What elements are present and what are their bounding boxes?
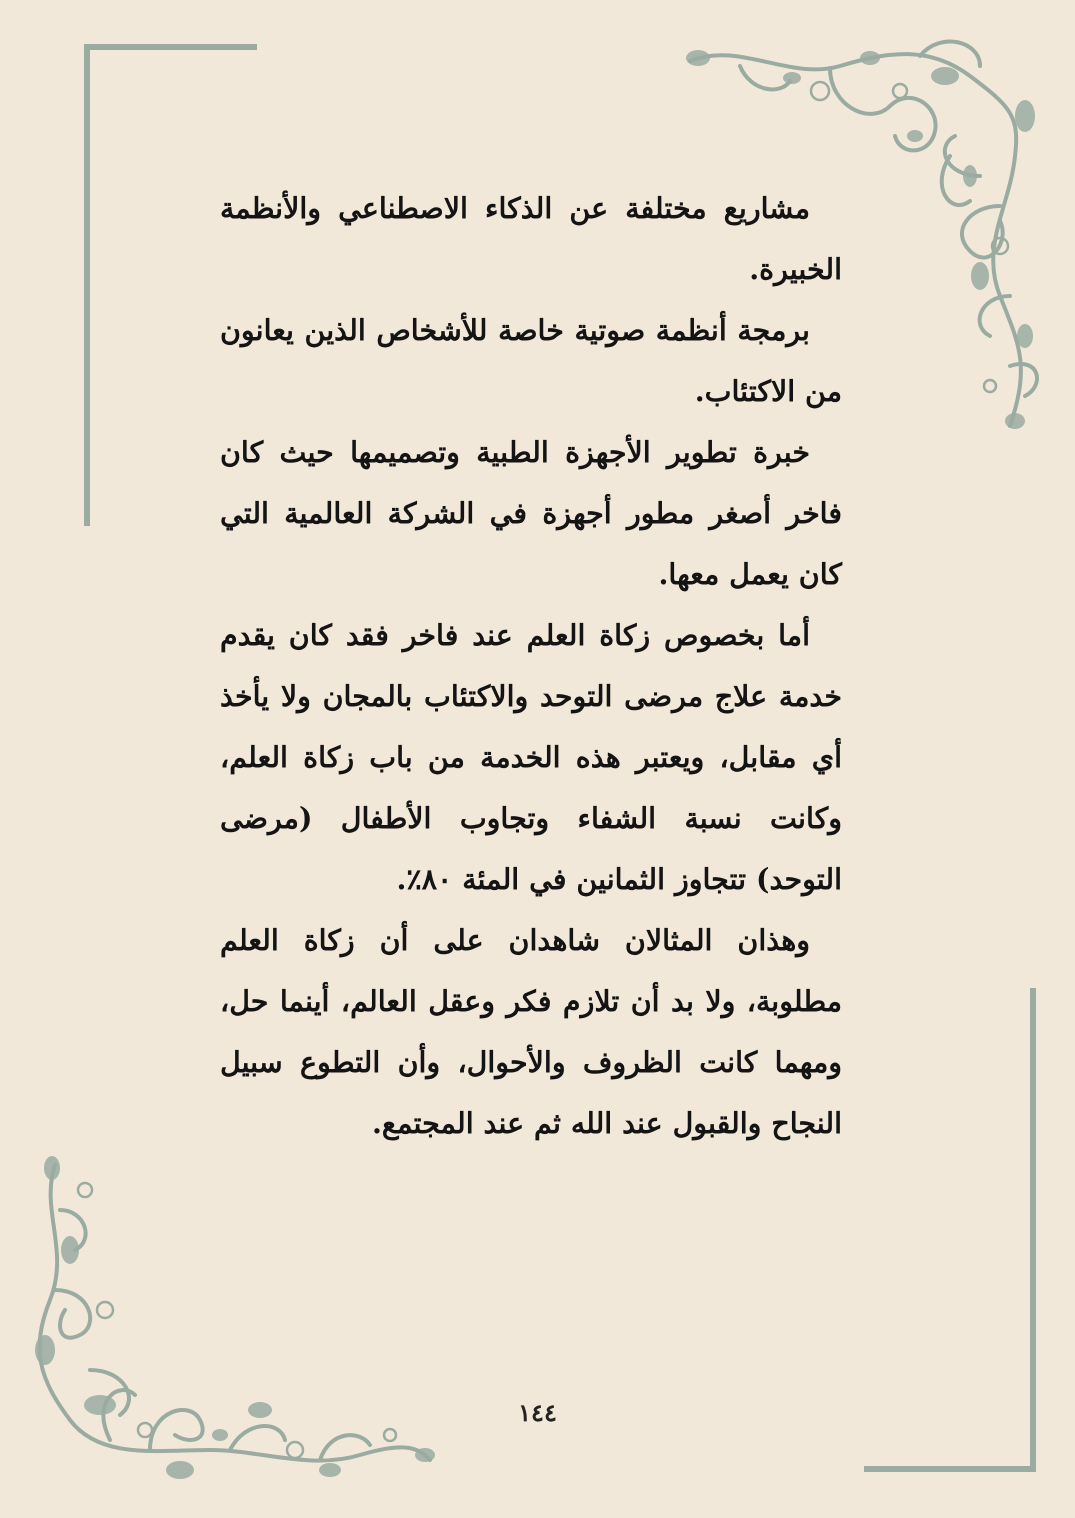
body-text: [220, 178, 842, 1154]
paragraph: خبرة تطوير الأجهزة الطبية وتصميمها حيث كان فاخر أصغر مطور أجهزة في الشركة العالمية التي كان يعمل معها.: [220, 435, 842, 591]
frame-top-left-horizontal: [84, 44, 257, 50]
paragraph: وهذان المثالان شاهدان على أن زكاة العلم مطلوبة، ولا بد أن تلازم فكر وعقل العالم، أينما حل، ومهما كانت الظروف والأحوال، وأن التطوع سبيل النجاح والقبول عند الله ثم عند المجتمع.: [220, 923, 842, 1140]
paragraph: مشاريع مختلفة عن الذكاء الاصطناعي والأنظمة الخبيرة.: [220, 191, 842, 286]
frame-top-left-vertical: [84, 44, 90, 526]
paragraph: برمجة أنظمة صوتية خاصة للأشخاص الذين يعانون من الاكتئاب.: [220, 313, 842, 408]
page-number: ١٤٤: [518, 1398, 557, 1427]
frame-bottom-right-vertical: [1030, 988, 1036, 1472]
paragraph: أما بخصوص زكاة العلم عند فاخر فقد كان يقدم خدمة علاج مرضى التوحد والاكتئاب بالمجان ولا يأخذ أي مقابل، ويعتبر هذه الخدمة من باب زكاة العلم، وكانت نسبة الشفاء وتجاوب الأطفال (مرضى التوحد) تتجاوز الثمانين في المئة ٨٠٪.: [220, 618, 842, 896]
floral-corner-ornament-bottom-left: [30, 1150, 440, 1485]
frame-bottom-right-horizontal: [864, 1466, 1036, 1472]
